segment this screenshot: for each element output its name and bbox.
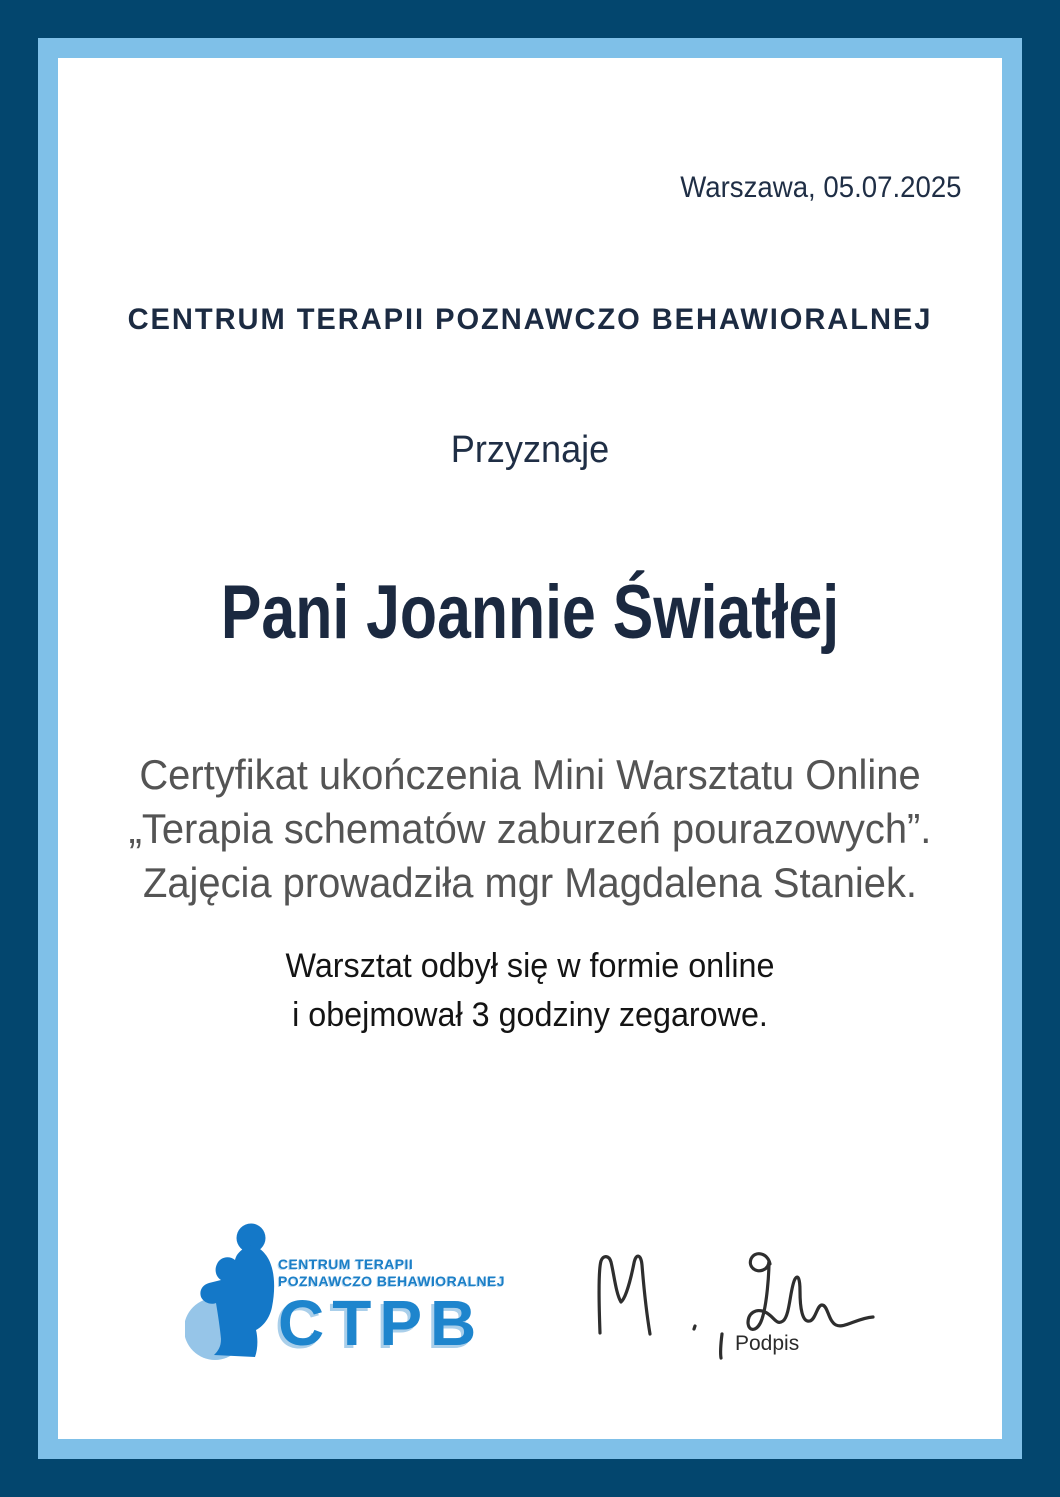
ctpb-logo [185,1218,505,1363]
certificate-body [82,748,979,910]
details-line-2: i obejmował 3 godziny zegarowe. [292,996,768,1034]
certificate-footer [58,1218,1002,1363]
details-line-1: Warsztat odbył się w formie online [285,947,775,985]
certificate-sheet [58,58,1002,1439]
logo-text-block [278,1218,505,1359]
date-line: Warszawa, 05.07.2025 [680,171,962,204]
recipient-name: Pani Joannie Światłej [220,570,840,655]
thinker-icon [185,1218,290,1363]
logo-org-line-2: POZNAWCZO BEHAWIORALNEJ [278,1273,505,1289]
body-line-2: „Terapia schematów zaburzeń pourazowych”. [128,805,932,852]
workshop-details [82,942,979,1040]
logo-org-lines [278,1256,505,1290]
body-line-1: Certyfikat ukończenia Mini Warsztatu Online [139,751,921,798]
logo-acronym: CTPB [278,1287,485,1359]
logo-org-line-1: CENTRUM TERAPII [278,1256,414,1272]
organization-heading: CENTRUM TERAPII POZNAWCZO BEHAWIORALNEJ [127,303,933,336]
signature-block [585,1218,885,1363]
body-line-3: Zajęcia prowadziła mgr Magdalena Staniek. [142,859,918,906]
signature-label: Podpis [735,1332,800,1355]
award-verb: Przyznaje [450,429,610,471]
inner-frame [38,38,1022,1459]
